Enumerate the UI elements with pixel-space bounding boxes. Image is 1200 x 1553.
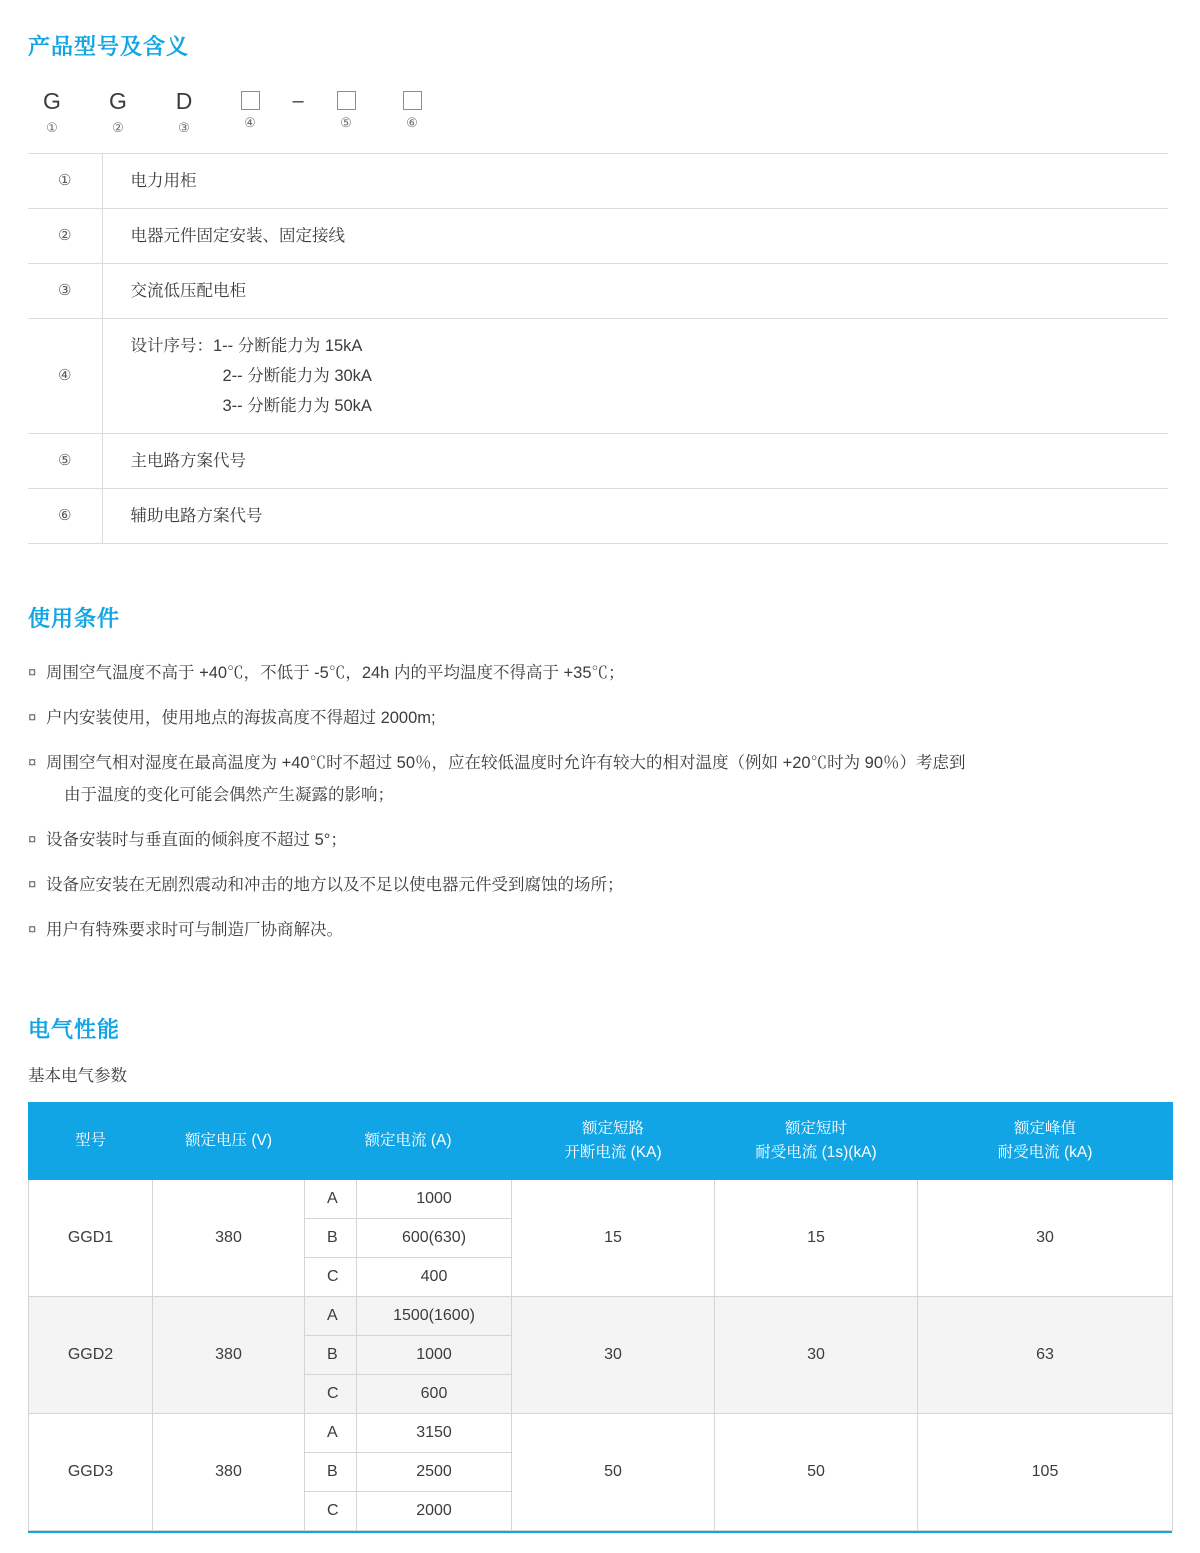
condition-text-continued: 由于温度的变化可能会偶然产生凝露的影响； — [64, 786, 394, 804]
cell-model: GGD2 — [29, 1297, 153, 1414]
row-text: 主电路方案代号 — [102, 434, 1168, 489]
cell-current-grade: A — [305, 1414, 357, 1453]
cell-current-grade: A — [305, 1180, 357, 1219]
code-cell-2 — [94, 87, 142, 137]
bottom-accent-rule — [28, 1531, 1172, 1533]
cell-voltage: 380 — [153, 1414, 305, 1531]
header-line-1: 额定短路 — [581, 1120, 644, 1137]
header-line-1: 额定峰值 — [1013, 1120, 1076, 1137]
cell-current-value: 600 — [357, 1375, 512, 1414]
header-line-2: 开断电流 (KA) — [564, 1144, 662, 1161]
list-item — [28, 747, 1172, 811]
code-placeholder-box — [403, 91, 422, 110]
cell-voltage: 380 — [153, 1180, 305, 1297]
row-index: ⑥ — [28, 489, 102, 544]
bullet-marker: ¤ — [28, 831, 37, 848]
cell-current-value: 1000 — [357, 1180, 512, 1219]
section-subtitle-electrical: 基本电气参数 — [28, 1067, 127, 1085]
header-line-2: 耐受电流 (kA) — [997, 1144, 1093, 1161]
header-line-2: 耐受电流 (1s)(kA) — [755, 1144, 877, 1161]
code-index: ① — [46, 120, 58, 135]
header-rated-voltage: 额定电压 (V) — [153, 1103, 305, 1180]
table-row — [28, 209, 1168, 264]
cell-short-circuit-breaking: 30 — [512, 1297, 715, 1414]
table-row — [29, 1180, 1173, 1219]
code-cell-6 — [388, 87, 436, 132]
row-index: ⑤ — [28, 434, 102, 489]
row-index: ① — [28, 154, 102, 209]
code-index: ⑤ — [340, 115, 352, 130]
cell-current-value: 1000 — [357, 1336, 512, 1375]
section-title-conditions: 使用条件 — [28, 606, 121, 631]
list-item — [28, 869, 1172, 901]
bullet-marker: ¤ — [28, 876, 37, 893]
model-code-diagram — [28, 87, 1172, 143]
code-index: ② — [112, 120, 124, 135]
condition-text: 周围空气温度不高于 +40℃，不低于 -5℃，24h 内的平均温度不得高于 +35℃； — [46, 664, 625, 682]
table-row — [28, 319, 1168, 434]
row-text-multiline — [102, 319, 1168, 434]
section-title-model: 产品型号及含义 — [28, 34, 190, 59]
conditions-list — [28, 657, 1172, 946]
cell-short-circuit-breaking: 50 — [512, 1414, 715, 1531]
condition-text: 周围空气相对湿度在最高温度为 +40℃时不超过 50％，应在较低温度时允许有较大的相对温度（例如 +20℃时为 90％）考虑到 — [46, 754, 966, 772]
cell-short-circuit-breaking: 15 — [512, 1180, 715, 1297]
dash-glyph: – — [292, 90, 304, 112]
row-text: 电力用柜 — [102, 154, 1168, 209]
row-text: 电器元件固定安装、固定接线 — [102, 209, 1168, 264]
header-rated-current: 额定电流 (A) — [305, 1103, 512, 1180]
cell-current-grade: B — [305, 1219, 357, 1258]
cell-peak-withstand: 105 — [918, 1414, 1173, 1531]
header-short-circuit-breaking — [512, 1103, 715, 1180]
section-title-electrical: 电气性能 — [28, 1017, 121, 1042]
model-definition-table — [28, 153, 1168, 544]
code-letter: G — [43, 88, 61, 114]
code-index: ⑥ — [406, 115, 418, 130]
list-item — [28, 824, 1172, 856]
condition-text: 户内安装使用，使用地点的海拔高度不得超过 2000m; — [46, 709, 436, 727]
cell-short-time-withstand: 50 — [715, 1414, 918, 1531]
section-electrical-performance — [0, 959, 1200, 1531]
code-cell-4 — [226, 87, 274, 132]
cell-current-value: 600(630) — [357, 1219, 512, 1258]
header-line-1: 额定短时 — [784, 1120, 847, 1137]
table-row — [29, 1414, 1173, 1453]
condition-text: 设备安装时与垂直面的倾斜度不超过 5°； — [46, 831, 347, 849]
header-peak-withstand — [918, 1103, 1173, 1180]
bullet-marker: ¤ — [28, 754, 37, 771]
cell-current-value: 2000 — [357, 1492, 512, 1531]
bullet-marker: ¤ — [28, 664, 37, 681]
code-cell-3 — [160, 87, 208, 137]
table-row — [28, 264, 1168, 319]
condition-text: 用户有特殊要求时可与制造厂协商解决。 — [46, 921, 343, 939]
row-text: 辅助电路方案代号 — [102, 489, 1168, 544]
table-row — [28, 489, 1168, 544]
cell-current-value: 1500(1600) — [357, 1297, 512, 1336]
cell-current-grade: C — [305, 1492, 357, 1531]
code-letter: D — [175, 88, 193, 114]
row-index: ② — [28, 209, 102, 264]
row-text: 交流低压配电柜 — [102, 264, 1168, 319]
list-item — [28, 657, 1172, 689]
row-text-line: 3-- 分断能力为 50kA — [222, 397, 372, 415]
code-cell-1 — [28, 87, 76, 137]
table-row — [29, 1297, 1173, 1336]
condition-text-wrapper — [46, 747, 1172, 811]
section-model-designation — [0, 0, 1200, 544]
cell-peak-withstand: 63 — [918, 1297, 1173, 1414]
cell-short-time-withstand: 15 — [715, 1180, 918, 1297]
cell-current-grade: C — [305, 1258, 357, 1297]
code-index: ③ — [178, 120, 190, 135]
cell-model: GGD3 — [29, 1414, 153, 1531]
table-header-row — [29, 1103, 1173, 1180]
electrical-parameters-table — [28, 1102, 1173, 1531]
cell-current-grade: B — [305, 1336, 357, 1375]
row-text-line: 设计序号：1-- 分断能力为 15kA — [130, 337, 363, 355]
list-item — [28, 914, 1172, 946]
header-model: 型号 — [29, 1103, 153, 1180]
row-text-line: 2-- 分断能力为 30kA — [222, 367, 372, 385]
code-letter: G — [109, 88, 127, 114]
row-index: ③ — [28, 264, 102, 319]
cell-peak-withstand: 30 — [918, 1180, 1173, 1297]
code-placeholder-box — [337, 91, 356, 110]
cell-current-grade: B — [305, 1453, 357, 1492]
condition-text: 设备应安装在无剧烈震动和冲击的地方以及不足以使电器元件受到腐蚀的场所； — [46, 876, 624, 894]
code-cell-dash — [274, 87, 322, 115]
cell-current-grade: A — [305, 1297, 357, 1336]
table-row — [28, 434, 1168, 489]
code-placeholder-box — [241, 91, 260, 110]
cell-model: GGD1 — [29, 1180, 153, 1297]
row-index: ④ — [28, 319, 102, 434]
section-operating-conditions — [0, 544, 1200, 946]
bullet-marker: ¤ — [28, 709, 37, 726]
bullet-marker: ¤ — [28, 921, 37, 938]
code-index: ④ — [244, 115, 256, 130]
cell-current-grade: C — [305, 1375, 357, 1414]
cell-short-time-withstand: 30 — [715, 1297, 918, 1414]
cell-current-value: 400 — [357, 1258, 512, 1297]
list-item — [28, 702, 1172, 734]
cell-current-value: 3150 — [357, 1414, 512, 1453]
code-cell-5 — [322, 87, 370, 132]
cell-current-value: 2500 — [357, 1453, 512, 1492]
table-row — [28, 154, 1168, 209]
cell-voltage: 380 — [153, 1297, 305, 1414]
header-short-time-withstand — [715, 1103, 918, 1180]
